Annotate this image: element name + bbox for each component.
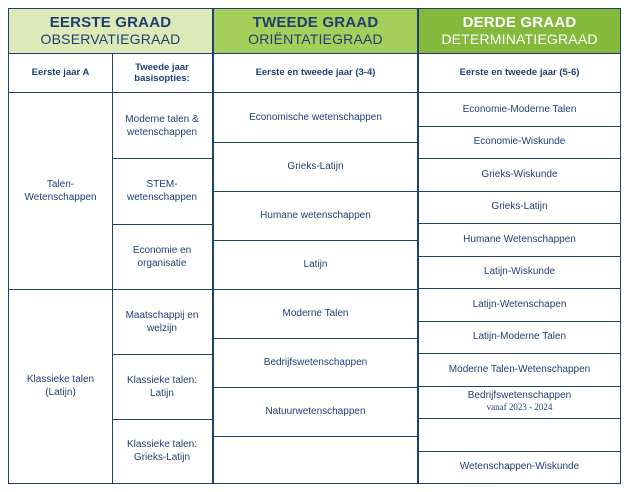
group-klassieke-talen: Klassieke talen (Latijn): [26, 374, 95, 398]
row-divider: [419, 223, 620, 224]
subheader-second-grade: [214, 53, 417, 93]
row-divider: [419, 418, 620, 419]
option-grieks-latijn: Klassieke talen: Grieks-Latijn: [126, 439, 198, 463]
row-divider: [419, 256, 620, 257]
third-grade-option-label: Latijn-Wiskunde: [483, 266, 556, 278]
third-grade-option: [419, 223, 620, 256]
row-divider: [419, 386, 620, 387]
second-grade-option: Grieks-Latijn: [287, 161, 344, 172]
third-grade-option: [419, 93, 620, 126]
second-grade-option: Latijn: [303, 259, 328, 270]
option-moderne-talen: Moderne talen & wetenschappen: [125, 113, 199, 138]
row-divider: [419, 288, 620, 289]
group-talen-wetenschappen: Talen-Wetenschappen: [24, 179, 97, 203]
second-grade-option-empty: [214, 436, 417, 483]
second-grade-option: Humane wetenschappen: [260, 210, 371, 221]
subheader-third-years: Eerste en tweede jaar (5-6): [459, 67, 580, 79]
third-grade-option-label: Wetenschappen-Wiskunde: [459, 461, 580, 473]
first-grade-title: EERSTE GRAAD: [49, 14, 172, 32]
column-third-grade: [418, 8, 621, 484]
third-grade-option-label: Grieks-Wiskunde: [481, 168, 558, 180]
third-grade-option-label: Economie-Moderne Talen: [462, 103, 577, 115]
subheader-third-grade: [419, 53, 620, 93]
third-grade-option: [419, 451, 620, 484]
column-second-grade: [213, 8, 418, 484]
third-grade-option-label: Latijn-Wetenschapen: [472, 298, 567, 310]
subheader-first-grade: [9, 53, 212, 93]
header-second-grade: [214, 9, 417, 53]
third-grade-option: [419, 191, 620, 224]
third-grade-note: vanaf 2023 - 2024: [486, 402, 553, 413]
option-economie: Economie en organisatie: [132, 244, 192, 269]
second-grade-title: TWEEDE GRAAD: [252, 14, 379, 32]
third-grade-option-label: Moderne Talen-Wetenschappen: [448, 363, 591, 375]
third-grade-option-label: Latijn-Moderne Talen: [472, 331, 567, 343]
third-grade-title: DERDE GRAAD: [462, 14, 577, 32]
first-grade-subtitle: OBSERVATIEGRAAD: [40, 30, 181, 47]
subheader-first-year: Eerste jaar A: [31, 67, 90, 79]
row-divider: [419, 451, 620, 452]
second-grade-option: Moderne Talen: [282, 308, 349, 319]
second-grade-option: Bedrijfswetenschappen: [263, 357, 368, 368]
subheader-second-years: Eerste en tweede jaar (3-4): [255, 67, 376, 79]
third-grade-option-label: Humane Wetenschappen: [463, 233, 576, 245]
row-divider: [419, 158, 620, 159]
subheader-second-year: Tweede jaar basisopties:: [134, 61, 190, 84]
third-grade-option: [419, 158, 620, 191]
header-third-grade: [419, 9, 620, 53]
second-grade-option: Natuurwetenschappen: [265, 406, 366, 417]
third-grade-option-label: Economie-Wiskunde: [473, 136, 566, 148]
option-maatschappij: Maatschappij en welzijn: [125, 309, 199, 334]
third-grade-subtitle: DETERMINATIEGRAAD: [441, 30, 598, 47]
third-grade-option-empty: [419, 418, 620, 451]
third-grade-option: [419, 126, 620, 159]
third-grade-option: [419, 288, 620, 321]
education-structure-table: [8, 8, 621, 484]
row-divider: [419, 126, 620, 127]
third-grade-option-label: Bedrijfswetenschappen: [467, 390, 572, 402]
third-grade-option-label: Grieks-Latijn: [491, 201, 548, 213]
second-grade-option: Economische wetenschappen: [249, 112, 382, 123]
row-divider: [419, 321, 620, 322]
row-divider: [419, 353, 620, 354]
header-first-grade: [9, 9, 212, 53]
second-grade-subtitle: ORIËNTATIEGRAAD: [248, 30, 383, 47]
column-first-grade: [8, 8, 213, 484]
third-grade-option: [419, 353, 620, 386]
row-divider: [419, 191, 620, 192]
third-grade-option: [419, 321, 620, 354]
third-grade-option: [419, 256, 620, 289]
option-stem: STEM-wetenschappen: [126, 179, 198, 203]
third-grade-option: [419, 386, 620, 419]
option-latijn: Klassieke talen: Latijn: [126, 374, 198, 399]
